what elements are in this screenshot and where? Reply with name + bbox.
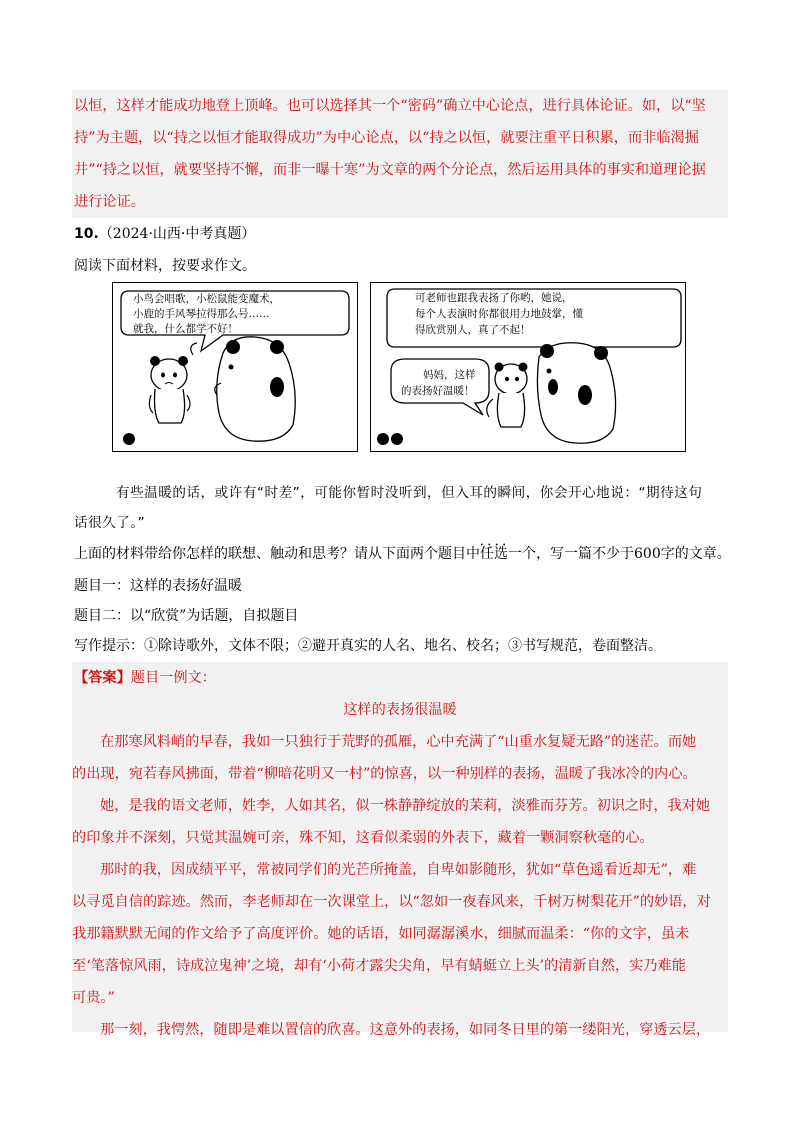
prompt-text: 上面的材料带给你怎样的联想、触动和思考？请从下面两个题目中: [74, 546, 480, 562]
bubble-line: 每个人表演时你都很用力地鼓掌，懂: [415, 308, 583, 320]
answer-label: [72, 662, 216, 694]
answer-tag: 【答案】: [74, 670, 131, 686]
essay-line: 在那寒风料峭的早春，我如一只独行于荒野的孤雁，心中充满了“山重水复疑无路”的迷茫。而她: [100, 734, 697, 750]
comic-child-bubble-text: [401, 367, 476, 399]
essay-line: 可贵。”: [72, 990, 115, 1006]
bubble-line: 小鸟会唱歌，小松鼠能变魔术，: [133, 293, 280, 305]
essay-paragraph: [72, 790, 728, 854]
previous-answer-block: [72, 90, 728, 218]
writing-prompt: [74, 544, 731, 564]
answer-line: 井”“持之以恒，就要坚持不懈，而非一曝十寒”为文章的两个分论点，然后运用具体的事实和道理论据: [74, 162, 706, 178]
comic-panel-right: [370, 282, 686, 452]
question-source: （2024·山西·中考真题）: [98, 226, 256, 242]
essay-line: 以寻觅自信的踪迹。然而，李老师却在一次课堂上，以“忽如一夜春风来，千树万树梨花开”的妙语，对: [72, 894, 711, 910]
bubble-line: 的表扬好温暖！: [401, 385, 475, 397]
comic-panel-left: [112, 282, 358, 452]
material-line: 话很久了。”: [74, 515, 146, 531]
essay-line: 我那籍默默无闻的作文给予了高度评价。她的话语，如同潺潺溪水，细腻而温柔：“你的文字，虽未: [72, 926, 690, 942]
prompt-text: ，写一篇不少于600字的文章。: [536, 546, 731, 562]
bubble-line: 得欣赏别人，真了不起！: [415, 324, 531, 336]
essay-line: 至‘笔落惊风雨，诗成泣鬼神’之境，却有‘小荷才露尖尖角，早有蜻蜓立上头’的清新自然，实乃难能: [72, 958, 686, 974]
question-number: [74, 224, 255, 244]
essay-line: 那一刻，我愕然，随即是难以置信的欣喜。这意外的表扬，如同冬日里的第一缕阳光，穿透云层，: [100, 1022, 711, 1038]
bubble-line: 妈妈，这样: [423, 369, 476, 381]
answer-line: 持”为主题，以“持之以恒才能取得成功”为中心论点，以“持之以恒，就要注重平日积累，而非临渴掘: [74, 130, 699, 146]
answer-line: 以恒，这样才能成功地登上顶峰。也可以选择其一个“密码”确立中心论点，进行具体论证。如，以“坚: [74, 98, 706, 114]
comic-left-bubble-text: [133, 292, 280, 337]
essay-paragraph: [72, 1014, 728, 1046]
question-index: 10.: [74, 226, 99, 242]
question-instruction: 阅读下面材料，按要求作文。: [74, 258, 256, 274]
big-panda-figure: [215, 337, 296, 441]
topic-one: 题目一：这样的表扬好温暖: [74, 578, 242, 594]
essay-line: 那时的我，因成绩平平，常被同学们的光芒所掩盖，自卑如影随形，犹如“草色遥看近却无”，难: [100, 862, 697, 878]
small-panda-figure: [149, 356, 190, 423]
writing-hint: 写作提示：①除诗歌外，文体不限；②避开真实的人名、地名、校名；③书写规范，卷面整洁。: [74, 638, 662, 654]
material-line: 有些温暖的话，或许有“时差”，可能你暂时没听到，但入耳的瞬间，你会开心地说：“期待这句: [116, 485, 703, 501]
essay-title: 这样的表扬很温暖: [343, 702, 457, 718]
bubble-line: 就我，什么都学不好！: [133, 323, 238, 335]
material-text: [74, 478, 730, 538]
essay-line: 她，是我的语文老师，姓李，人如其名，似一株静静绽放的茉莉，淡雅而芬芳。初识之时，我对她: [100, 798, 711, 814]
answer-tag-rest: 题目一例文：: [130, 670, 216, 686]
essay-paragraph: [72, 726, 728, 790]
essay-line: 的出现，宛若春风拂面，带着“柳暗花明又一村”的惊喜，以一种别样的表扬，温暖了我冰冷的内心。: [72, 766, 697, 782]
answer-line: 进行论证。: [74, 194, 145, 210]
comic-right-bubble-text: [415, 290, 583, 338]
answer-block: [72, 662, 728, 1038]
essay-line: 的印象并不深刻，只觉其温婉可亲，殊不知，这看似柔弱的外表下，藏着一颗洞察秋毫的心。: [72, 830, 654, 846]
bubble-line: 可老师也跟我表扬了你哟，她说，: [415, 292, 573, 304]
essay-paragraph: [72, 854, 728, 1014]
small-panda-figure: [487, 363, 528, 428]
big-panda-figure: [537, 343, 615, 443]
topic-two: 题目二：以“欣赏”为话题，自拟题目: [74, 608, 299, 624]
bubble-line: 小鹿的手风琴拉得那么号……: [133, 308, 270, 320]
prompt-emphasis: • • • • 任选一个: [480, 544, 536, 564]
